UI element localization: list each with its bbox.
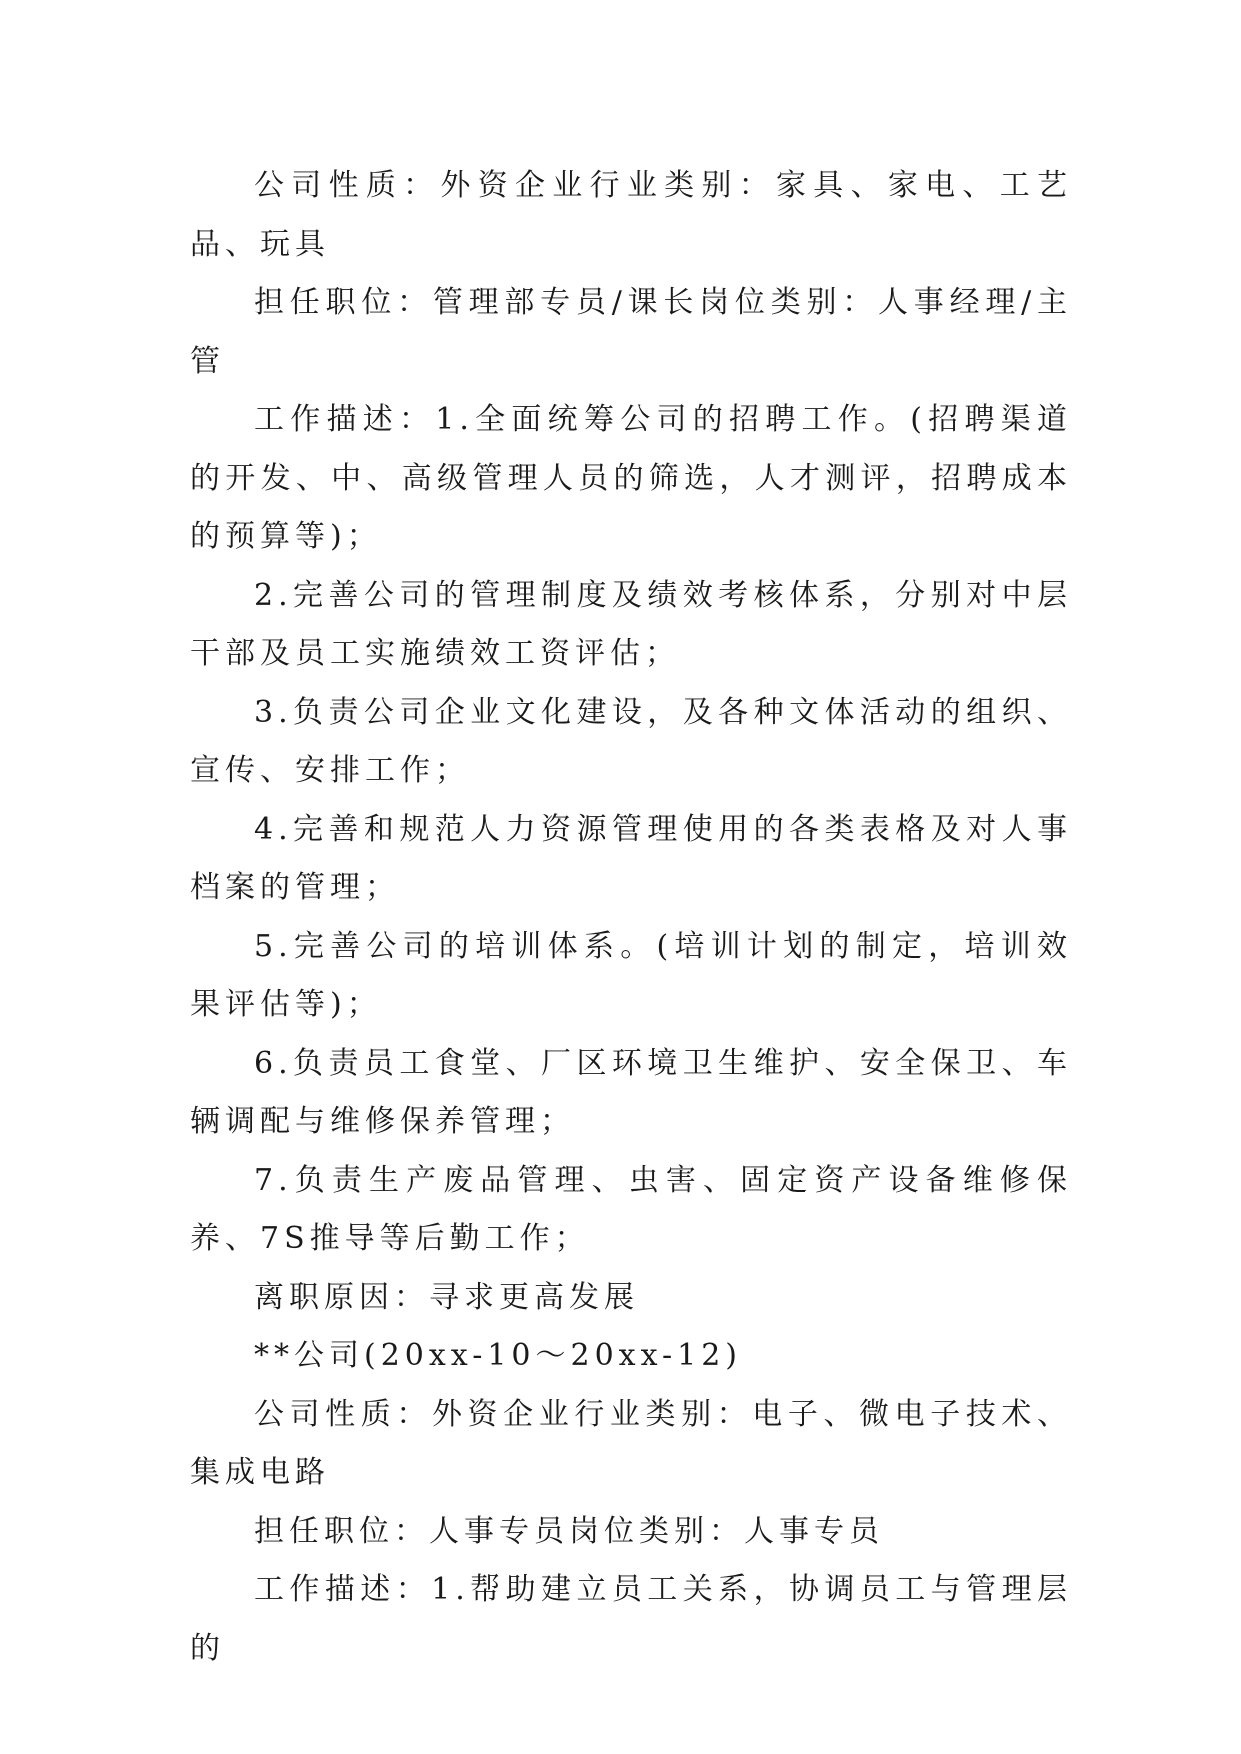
job-description-paragraph-2: 工作描述：1.帮助建立员工关系，协调员工与管理层的 <box>190 1572 1072 1666</box>
position-paragraph-2: 担任职位：人事专员岗位类别：人事专员 <box>254 1513 884 1549</box>
company-nature-paragraph: 公司性质：外资企业行业类别：家具、家电、工艺品、玩具 <box>190 168 1072 262</box>
position-paragraph: 担任职位：管理部专员/课长岗位类别：人事经理/主管 <box>190 285 1072 379</box>
company-period-heading: **公司(20xx-10～20xx-12) <box>254 1338 742 1373</box>
duty-item-3: 3.负责公司企业文化建设，及各种文体活动的组织、宣传、安排工作； <box>190 694 1072 788</box>
duty-item-7: 7.负责生产废品管理、虫害、固定资产设备维修保养、7S推导等后勤工作； <box>190 1162 1072 1256</box>
document-body <box>190 157 1072 1678</box>
duty-item-4: 4.完善和规范人力资源管理使用的各类表格及对人事档案的管理； <box>190 811 1072 905</box>
job-description-paragraph: 工作描述：1.全面统筹公司的招聘工作。(招聘渠道的开发、中、高级管理人员的筛选，人才测评，招聘成本的预算等)； <box>190 402 1072 554</box>
duty-item-2: 2.完善公司的管理制度及绩效考核体系，分别对中层干部及员工实施绩效工资评估； <box>190 577 1072 671</box>
duty-item-6: 6.负责员工食堂、厂区环境卫生维护、安全保卫、车辆调配与维修保养管理； <box>190 1045 1072 1139</box>
leaving-reason-paragraph: 离职原因：寻求更高发展 <box>254 1279 639 1315</box>
duty-item-5: 5.完善公司的培训体系。(培训计划的制定，培训效果评估等)； <box>190 928 1072 1022</box>
company-nature-paragraph-2: 公司性质：外资企业行业类别：电子、微电子技术、集成电路 <box>190 1396 1072 1490</box>
